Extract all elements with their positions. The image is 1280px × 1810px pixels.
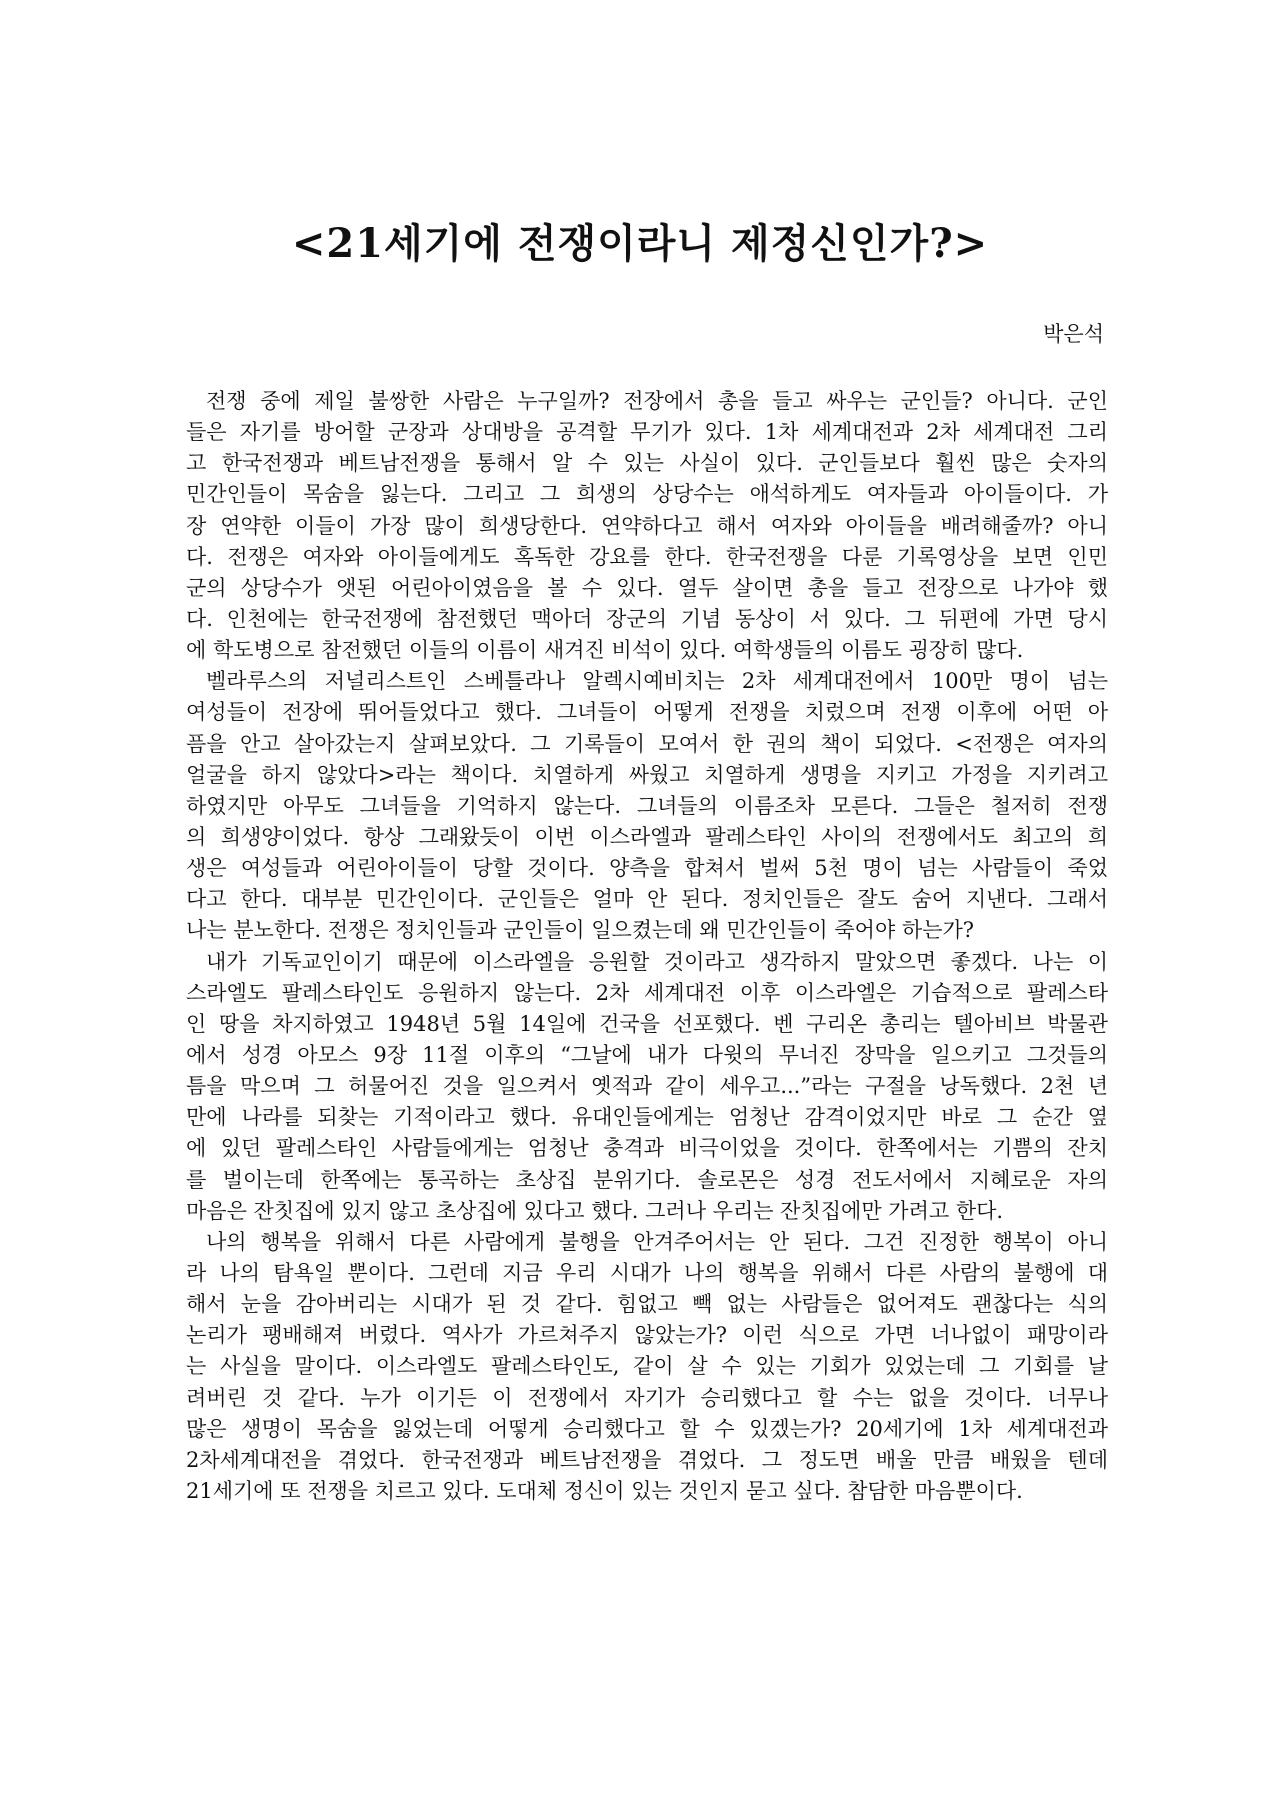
text-line: 하였지만 아무도 그녀들을 기억하지 않는다. 그녀들의 이름조차 모른다. 그들은 철저히 전쟁	[186, 793, 1108, 818]
text-line: 의 희생양이었다. 항상 그래왔듯이 이번 이스라엘과 팔레스타인 사이의 전쟁에서도 최고의 희	[186, 824, 1108, 849]
text-line: 에 학도병으로 참전했던 이들의 이름이 새겨진 비석이 있다. 여학생들의 이름도 굉장히 많다.	[186, 638, 1024, 663]
text-line: 얼굴을 하지 않았다>라는 책이다. 치열하게 싸웠고 치열하게 생명을 지키고 가정을 지키려고	[186, 762, 1108, 787]
text-line: 에 있던 팔레스타인 사람들에게는 엄청난 충격과 비극이었을 것이다. 한쪽에서는 기쁨의 잔치	[186, 1136, 1108, 1161]
text-line: 들은 자기를 방어할 군장과 상대방을 공격할 무기가 있다. 1차 세계대전과 2차 세계대전 그리	[186, 420, 1108, 445]
text-line: 라 나의 탐욕일 뿐이다. 그런데 지금 우리 시대가 나의 행복을 위해서 다른 사람의 불행에 대	[186, 1260, 1108, 1285]
document-title: <21세기에 전쟁이라니 제정신인가?>	[291, 220, 989, 267]
text-line: 벨라루스의 저널리스트인 스베틀라나 알렉시예비치는 2차 세계대전에서 100만 명이 넘는	[206, 669, 1108, 694]
text-line: 나는 분노한다. 전쟁은 정치인들과 군인들이 일으켰는데 왜 민간인들이 죽어야 하는가?	[186, 918, 975, 943]
text-line: 해서 눈을 감아버리는 시대가 된 것 같다. 힘없고 빽 없는 사람들은 없어져도 괜찮다는 식의	[186, 1292, 1108, 1317]
text-line: 2차세계대전을 겪었다. 한국전쟁과 베트남전쟁을 겪었다. 그 정도면 배울 만큼 배웠을 텐데	[186, 1447, 1108, 1472]
text-line: 21세기에 또 전쟁을 치르고 있다. 도대체 정신이 있는 것인지 묻고 싶다. 참담한 마음뿐이다.	[186, 1478, 1023, 1503]
text-line: 를 벌이는데 한쪽에는 통곡하는 초상집 분위기다. 솔로몬은 성경 전도서에서 지혜로운 자의	[186, 1167, 1108, 1192]
text-line: 만에 나라를 되찾는 기적이라고 했다. 유대인들에게는 엄청난 감격이었지만 바로 그 순간 옆	[186, 1105, 1108, 1130]
text-line: 에서 성경 아모스 9장 11절 이후의 “그날에 내가 다윗의 무너진 장막을 일으키고 그것들의	[186, 1042, 1108, 1067]
paragraph	[186, 666, 1108, 946]
text-line: 생은 여성들과 어린아이들이 당할 것이다. 양측을 합쳐서 벌써 5천 명이 넘는 사람들이 죽었	[186, 856, 1108, 881]
text-line: 많은 생명이 목숨을 잃었는데 어떻게 승리했다고 할 수 있겠는가? 20세기에 1차 세계대전과	[186, 1416, 1108, 1441]
paragraph	[186, 947, 1108, 1227]
text-line: 픔을 안고 살아갔는지 살펴보았다. 그 기록들이 모여서 한 권의 책이 되었다. <전쟁은 여자의	[186, 731, 1108, 756]
text-line: 민간인들이 목숨을 잃는다. 그리고 그 희생의 상당수는 애석하게도 여자들과 아이들이다. 가	[186, 482, 1108, 507]
text-line: 인 땅을 차지하였고 1948년 5월 14일에 건국을 선포했다. 벤 구리온 총리는 텔아비브 박물관	[186, 1011, 1108, 1036]
text-line: 논리가 팽배해져 버렸다. 역사가 가르쳐주지 않았는가? 이런 식으로 가면 너나없이 패망이라	[186, 1323, 1108, 1348]
text-line: 장 연약한 이들이 가장 많이 희생당한다. 연약하다고 해서 여자와 아이들을 배려해줄까? 아니	[186, 513, 1108, 538]
text-line: 는 사실을 말이다. 이스라엘도 팔레스타인도, 같이 살 수 있는 기회가 있었는데 그 기회를 날	[186, 1354, 1108, 1379]
text-line: 내가 기독교인이기 때문에 이스라엘을 응원할 것이라고 생각하지 말았으면 좋겠다. 나는 이	[206, 949, 1108, 974]
text-line: 다. 전쟁은 여자와 아이들에게도 혹독한 강요를 한다. 한국전쟁을 다룬 기록영상을 보면 인민	[186, 544, 1108, 569]
text-line: 군의 상당수가 앳된 어린아이였음을 볼 수 있다. 열두 살이면 총을 들고 전장으로 나가야 했	[186, 575, 1108, 600]
document-body	[186, 386, 1108, 1507]
text-line: 다. 인천에는 한국전쟁에 참전했던 맥아더 장군의 기념 동상이 서 있다. 그 뒤편에 가면 당시	[186, 606, 1108, 631]
text-line: 마음은 잔칫집에 있지 않고 초상집에 있다고 했다. 그러나 우리는 잔칫집에만 가려고 한다.	[186, 1198, 1004, 1223]
text-line: 나의 행복을 위해서 다른 사람에게 불행을 안겨주어서는 안 된다. 그건 진정한 행복이 아니	[206, 1229, 1108, 1254]
paragraph	[186, 386, 1108, 666]
text-line: 고 한국전쟁과 베트남전쟁을 통해서 알 수 있는 사실이 있다. 군인들보다 훨씬 많은 숫자의	[186, 451, 1108, 476]
paragraph	[186, 1227, 1108, 1507]
author-name: 박은석	[1043, 322, 1104, 346]
text-line: 다고 한다. 대부분 민간인이다. 군인들은 얼마 안 된다. 정치인들은 잘도 숨어 지낸다. 그래서	[186, 887, 1108, 912]
text-line: 스라엘도 팔레스타인도 응원하지 않는다. 2차 세계대전 이후 이스라엘은 기습적으로 팔레스타	[186, 980, 1108, 1005]
text-line: 틈을 막으며 그 허물어진 것을 일으켜서 옛적과 같이 세우고...”라는 구절을 낭독했다. 2천 년	[186, 1074, 1108, 1099]
text-line: 려버린 것 같다. 누가 이기든 이 전쟁에서 자기가 승리했다고 할 수는 없을 것이다. 너무나	[186, 1385, 1108, 1410]
text-line: 전쟁 중에 제일 불쌍한 사람은 누구일까? 전장에서 총을 들고 싸우는 군인들? 아니다. 군인	[206, 389, 1108, 413]
text-line: 여성들이 전장에 뛰어들었다고 했다. 그녀들이 어떻게 전쟁을 치렀으며 전쟁 이후에 어떤 아	[186, 700, 1108, 725]
